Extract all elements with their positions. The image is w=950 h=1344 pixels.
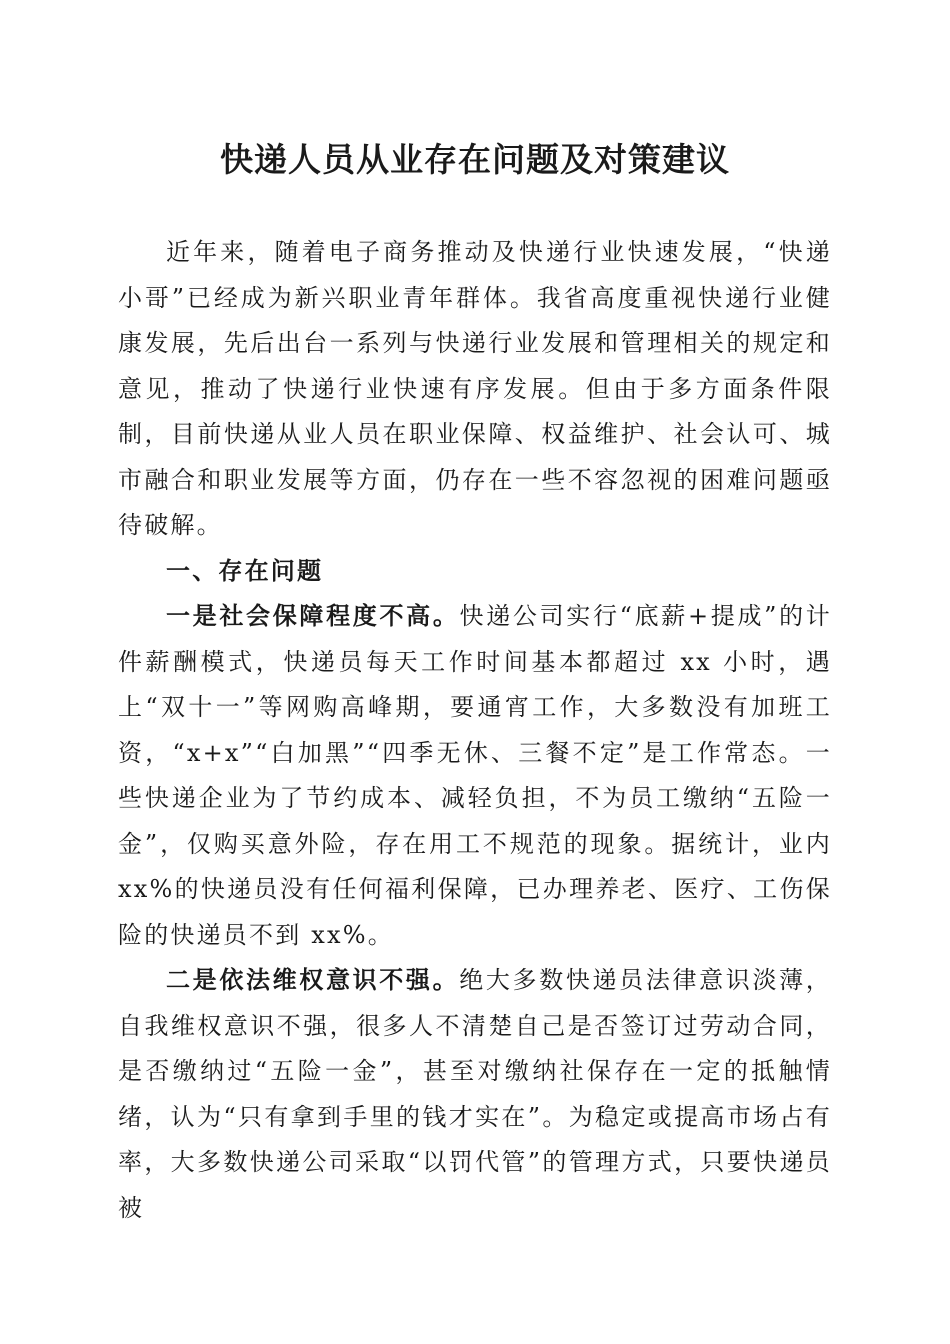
problem-2-lead: 二是依法维权意识不强。 (166, 966, 460, 994)
problem-paragraph-1 (118, 594, 832, 958)
problem-1-body: 快递公司实行“底薪+提成”的计件薪酬模式，快递员每天工作时间基本都超过 xx 小时，遇上“双十一”等网购高峰期，要通宵工作，大多数没有加班工资，“x+x”“白加黑”“四季无休、三餐不定”是工作常态。一些快递企业为了节约成本、减轻负担，不为员工缴纳“五险一金”，仅购买意外险，存在用工不规范的现象。据统计，业内 xx%的快递员没有任何福利保障，已办理养老、医疗、工伤保险的快递员不到 xx%。 (118, 602, 832, 949)
document-body (118, 230, 832, 1231)
problem-paragraph-2 (118, 958, 832, 1231)
problem-2-body: 绝大多数快递员法律意识淡薄，自我维权意识不强，很多人不清楚自己是否签订过劳动合同，是否缴纳过“五险一金”，甚至对缴纳社保存在一定的抵触情绪，认为“只有拿到手里的钱才实在”。为稳定或提高市场占有率，大多数快递公司采取“以罚代管”的管理方式，只要快递员被 (118, 966, 832, 1222)
section-heading (118, 549, 832, 595)
section-heading-text: 一、存在问题 (166, 556, 324, 585)
intro-paragraph: 近年来，随着电子商务推动及快递行业快速发展，“快递小哥”已经成为新兴职业青年群体。我省高度重视快递行业健康发展，先后出台一系列与快递行业发展和管理相关的规定和意见，推动了快递行业快速有序发展。但由于多方面条件限制，目前快递从业人员在职业保障、权益维护、社会认可、城市融合和职业发展等方面，仍存在一些不容忽视的困难问题亟待破解。 (118, 238, 832, 539)
document-title: 快递人员从业存在问题及对策建议 (220, 140, 730, 179)
problem-1-lead: 一是社会保障程度不高。 (166, 602, 460, 630)
